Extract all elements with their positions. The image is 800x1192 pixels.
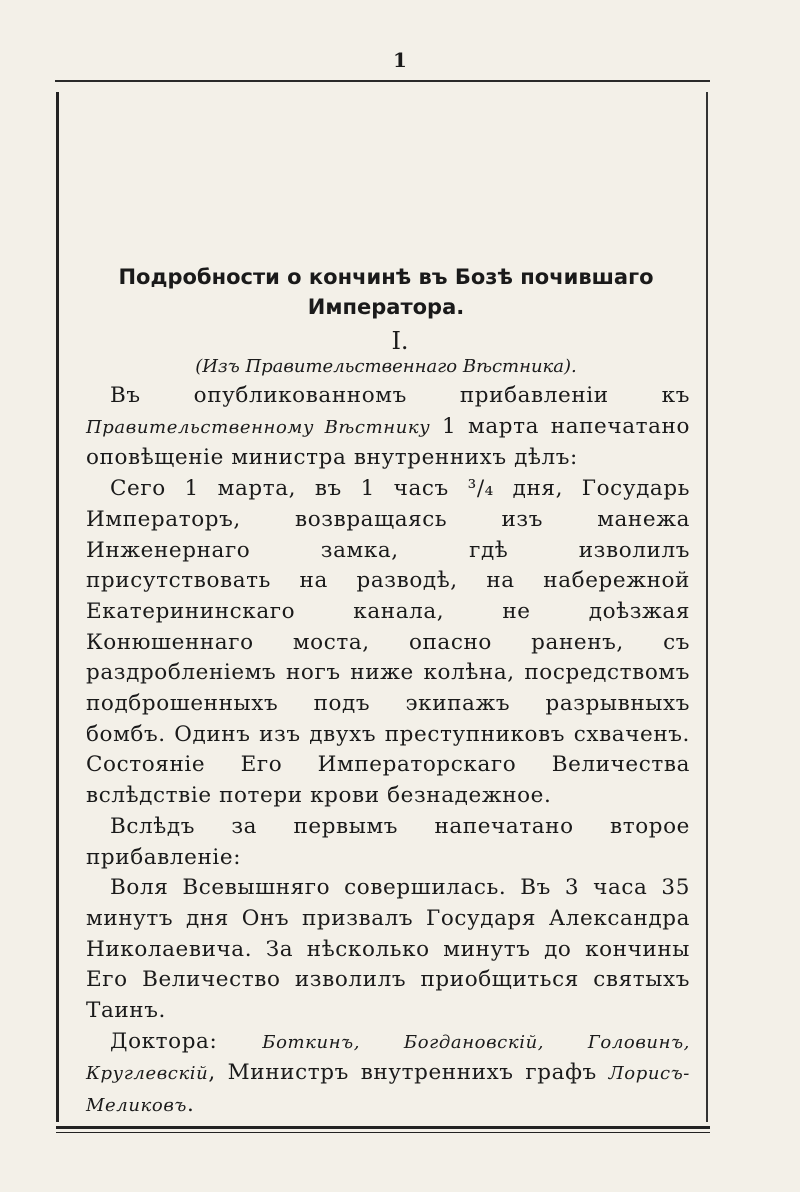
paragraph-5 (86, 1027, 690, 1122)
minister-title: , Министръ внутреннихъ графъ (208, 1060, 609, 1086)
paragraph-1-publication: Правительственному Вѣстнику (86, 416, 431, 438)
page-number: 1 (393, 48, 407, 72)
minister-name: Лорисъ-Меликовъ (86, 1063, 690, 1117)
paragraph-1-prefix: Въ опубликованномъ прибавленіи къ (110, 383, 690, 408)
article-body (86, 381, 690, 1122)
doctors-label: Доктора: (110, 1028, 263, 1054)
paragraph-3: Вслѣдъ за первымъ напечатано второе прибавленіе: (86, 813, 690, 870)
right-border-rule (706, 92, 708, 1122)
left-border-rule (56, 92, 59, 1122)
paragraph-5-end: . (187, 1092, 195, 1118)
top-rule (55, 80, 710, 82)
paragraph-1-suffix: 1 марта напечатано оповѣщеніе министра внутреннихъ дѣлъ: (86, 413, 690, 471)
article-heading: Подробности о кончинѣ въ Бозѣ почившаго Императора. (118, 265, 654, 319)
doctors-names: Боткинъ, Богдановскій, Головинъ, Круглевскій (86, 1031, 690, 1085)
section-number: I. (391, 327, 409, 355)
source-attribution: (Изъ Правительственнаго Вѣстника). (195, 356, 577, 377)
paragraph-2: Сего 1 марта, въ 1 часъ ³/₄ дня, Государь Императоръ, возвращаясь изъ манежа Инженернаго замка, гдѣ изволилъ присутствовать на разводѣ, на набережной Екатерининскаго канала, не доѣзжая Конюшеннаго моста, опасно раненъ, съ раздробленіемъ ногъ ниже колѣна, посредствомъ подброшенныхъ подъ экипажъ разрывныхъ бомбъ. Одинъ изъ двухъ преступниковъ схваченъ. Состояніе Его Императорскаго Величества вслѣдствіе потери крови безнадежное. (86, 476, 690, 809)
paragraph-1 (86, 381, 690, 474)
bottom-rule (56, 1126, 710, 1133)
paragraph-4: Воля Всевышняго совершилась. Въ 3 часа 35 минутъ дня Онъ призвалъ Государя Александра Николаевича. За нѣсколько минутъ до кончины Его Величество изволилъ приобщиться святыхъ Таинъ. (86, 875, 690, 1024)
